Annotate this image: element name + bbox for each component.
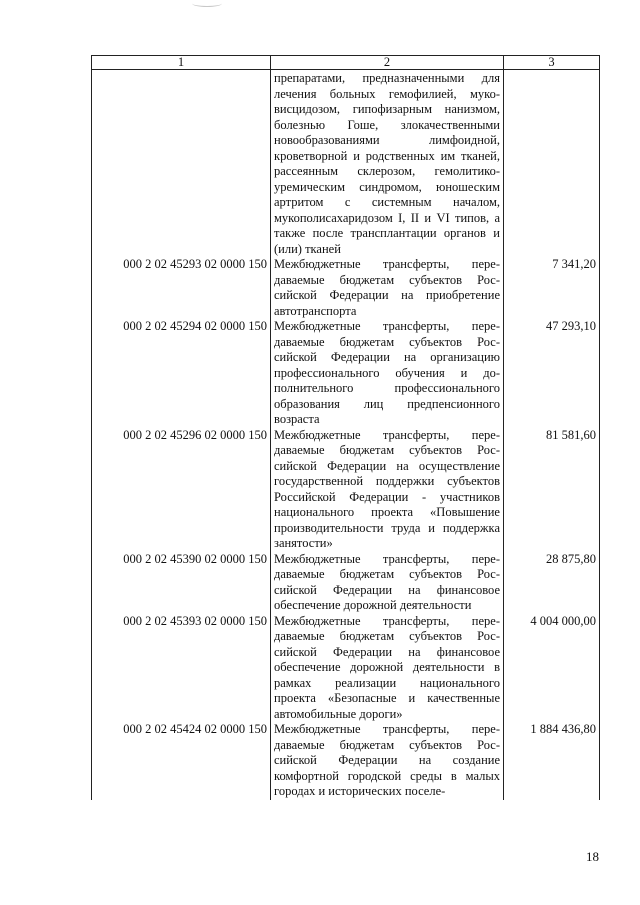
row-description: Межбюджетные трансферты, передаваемые бюджетам субъектов Российской Федерации на приобретение автотранспорта: [271, 257, 504, 319]
table-row: [92, 319, 600, 428]
row-amount: 28 875,80: [504, 552, 600, 614]
table-row: [92, 722, 600, 800]
table-row: [92, 428, 600, 552]
column-header-2: 2: [271, 56, 504, 70]
row-description: Межбюджетные трансферты, передаваемые бюджетам субъектов Российской Федерации на осуществление государственной поддержки субъектов Российской Федерации - участников национального проекта «Повышение производительности труда и поддержка занятости»: [271, 428, 504, 552]
row-amount: [504, 70, 600, 258]
column-header-1: 1: [92, 56, 271, 70]
table-row: [92, 552, 600, 614]
row-code: 000 2 02 45294 02 0000 150: [92, 319, 271, 428]
row-amount: 47 293,10: [504, 319, 600, 428]
row-description: Межбюджетные трансферты, передаваемые бюджетам субъектов Российской Федерации на финансовое обеспечение дорожной деятельности в рамках реализации национального проекта «Безопасные и качественные автомобильные дороги»: [271, 614, 504, 723]
page-number: 18: [586, 849, 599, 864]
table-row: [92, 257, 600, 319]
row-code: 000 2 02 45293 02 0000 150: [92, 257, 271, 319]
row-description: Межбюджетные трансферты, передаваемые бюджетам субъектов Российской Федерации на финансовое обеспечение дорожной деятельности: [271, 552, 504, 614]
table-row: [92, 70, 600, 258]
row-description: препаратами, предназначенными для лечения больных гемофилией, муковисцидозом, гипофизарным нанизмом, болезнью Гоше, злокачественными новообразованиями лимфоидной, кроветворной и родственных им тканей, рассеянным склерозом, гемолитико-уремическим синдромом, юношеским артритом с системным началом, мукополисахаридозом I, II и VI типов, а также после трансплантации органов и (или) тканей: [271, 70, 504, 258]
row-code: 000 2 02 45390 02 0000 150: [92, 552, 271, 614]
table-header-row: [92, 56, 600, 70]
row-code: [92, 70, 271, 258]
column-header-3: 3: [504, 56, 600, 70]
row-amount: 4 004 000,00: [504, 614, 600, 723]
row-description: Межбюджетные трансферты, передаваемые бюджетам субъектов Российской Федерации на создание комфортной городской среды в малых городах и исторических поселе-: [271, 722, 504, 800]
row-amount: 1 884 436,80: [504, 722, 600, 800]
row-code: 000 2 02 45393 02 0000 150: [92, 614, 271, 723]
table-row: [92, 614, 600, 723]
row-amount: 7 341,20: [504, 257, 600, 319]
row-code: 000 2 02 45424 02 0000 150: [92, 722, 271, 800]
row-description: Межбюджетные трансферты, передаваемые бюджетам субъектов Российской Федерации на организацию профессионального обучения и дополнительного профессионального образования лиц предпенсионного возраста: [271, 319, 504, 428]
row-code: 000 2 02 45296 02 0000 150: [92, 428, 271, 552]
row-amount: 81 581,60: [504, 428, 600, 552]
scan-mark: [192, 0, 222, 7]
budget-table: [91, 55, 600, 800]
